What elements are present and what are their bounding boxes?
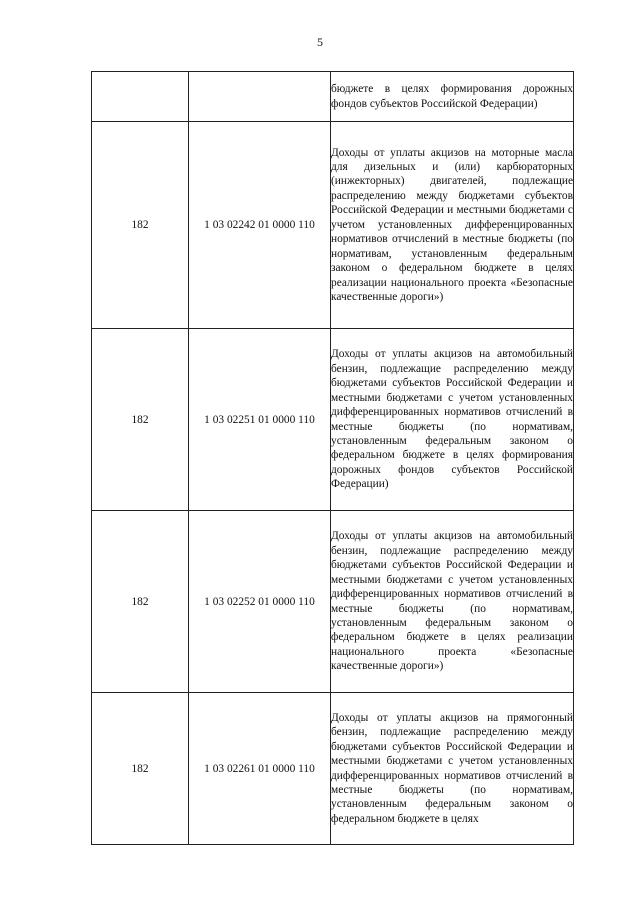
table-row <box>92 72 574 122</box>
description-cell <box>331 693 574 845</box>
table-row <box>92 122 574 329</box>
admin-code-cell: 182 <box>92 122 189 329</box>
description-cell <box>331 72 574 122</box>
table-row <box>92 511 574 693</box>
admin-code-cell <box>92 72 189 122</box>
description-text: Доходы от уплаты акцизов на автомобильный бензин, подлежащие распределению между бюджетами субъектов Российской Федерации и местными бюджетами с учетом установленных дифференцированных нормативов отчислений в местные бюджеты (по нормативам, установленным федеральным законом о федеральном бюджете в целях формирования дорожных фондов субъектов Российской Федерации) <box>331 348 573 491</box>
description-text: Доходы от уплаты акцизов на моторные масла для дизельных и (или) карбюраторных (инжекторных) двигателей, подлежащие распределению между бюджетами субъектов Российской Федерации и местными бюджетами с учетом установленных дифференцированных нормативов отчислений в местные бюджеты (по нормативам, установленным федеральным законом о федеральном бюджете в целях реализации национального проекта «Безопасные качественные дороги») <box>331 146 573 304</box>
description-text: Доходы от уплаты акцизов на прямогонный бензин, подлежащие распределению между бюджетами субъектов Российской Федерации и местными бюджетами с учетом установленных дифференцированных нормативов отчислений в местные бюджеты (по нормативам, установленным федеральным законом о федеральном бюджете в целях <box>331 711 573 825</box>
description-text: Доходы от уплаты акцизов на автомобильный бензин, подлежащие распределению между бюджетами субъектов Российской Федерации и местными бюджетами с учетом установленных дифференцированных нормативов отчислений в местные бюджеты (по нормативам, установленным федеральным законом о федеральном бюджете в целях реализации национального проекта «Безопасные качественные дороги») <box>331 530 573 673</box>
budget-code-cell: 1 03 02242 01 0000 110 <box>189 122 331 329</box>
budget-code-cell: 1 03 02251 01 0000 110 <box>189 329 331 511</box>
table-row <box>92 329 574 511</box>
admin-code-cell: 182 <box>92 511 189 693</box>
page-number: 5 <box>317 35 323 49</box>
description-text: бюджете в целях формирования дорожных фондов субъектов Российской Федерации) <box>331 83 573 110</box>
admin-code-cell: 182 <box>92 693 189 845</box>
budget-code-cell: 1 03 02261 01 0000 110 <box>189 693 331 845</box>
description-cell <box>331 511 574 693</box>
budget-code-cell <box>189 72 331 122</box>
table-row <box>92 693 574 845</box>
description-cell <box>331 329 574 511</box>
description-cell <box>331 122 574 329</box>
budget-classification-table <box>91 71 574 845</box>
admin-code-cell: 182 <box>92 329 189 511</box>
budget-code-cell: 1 03 02252 01 0000 110 <box>189 511 331 693</box>
